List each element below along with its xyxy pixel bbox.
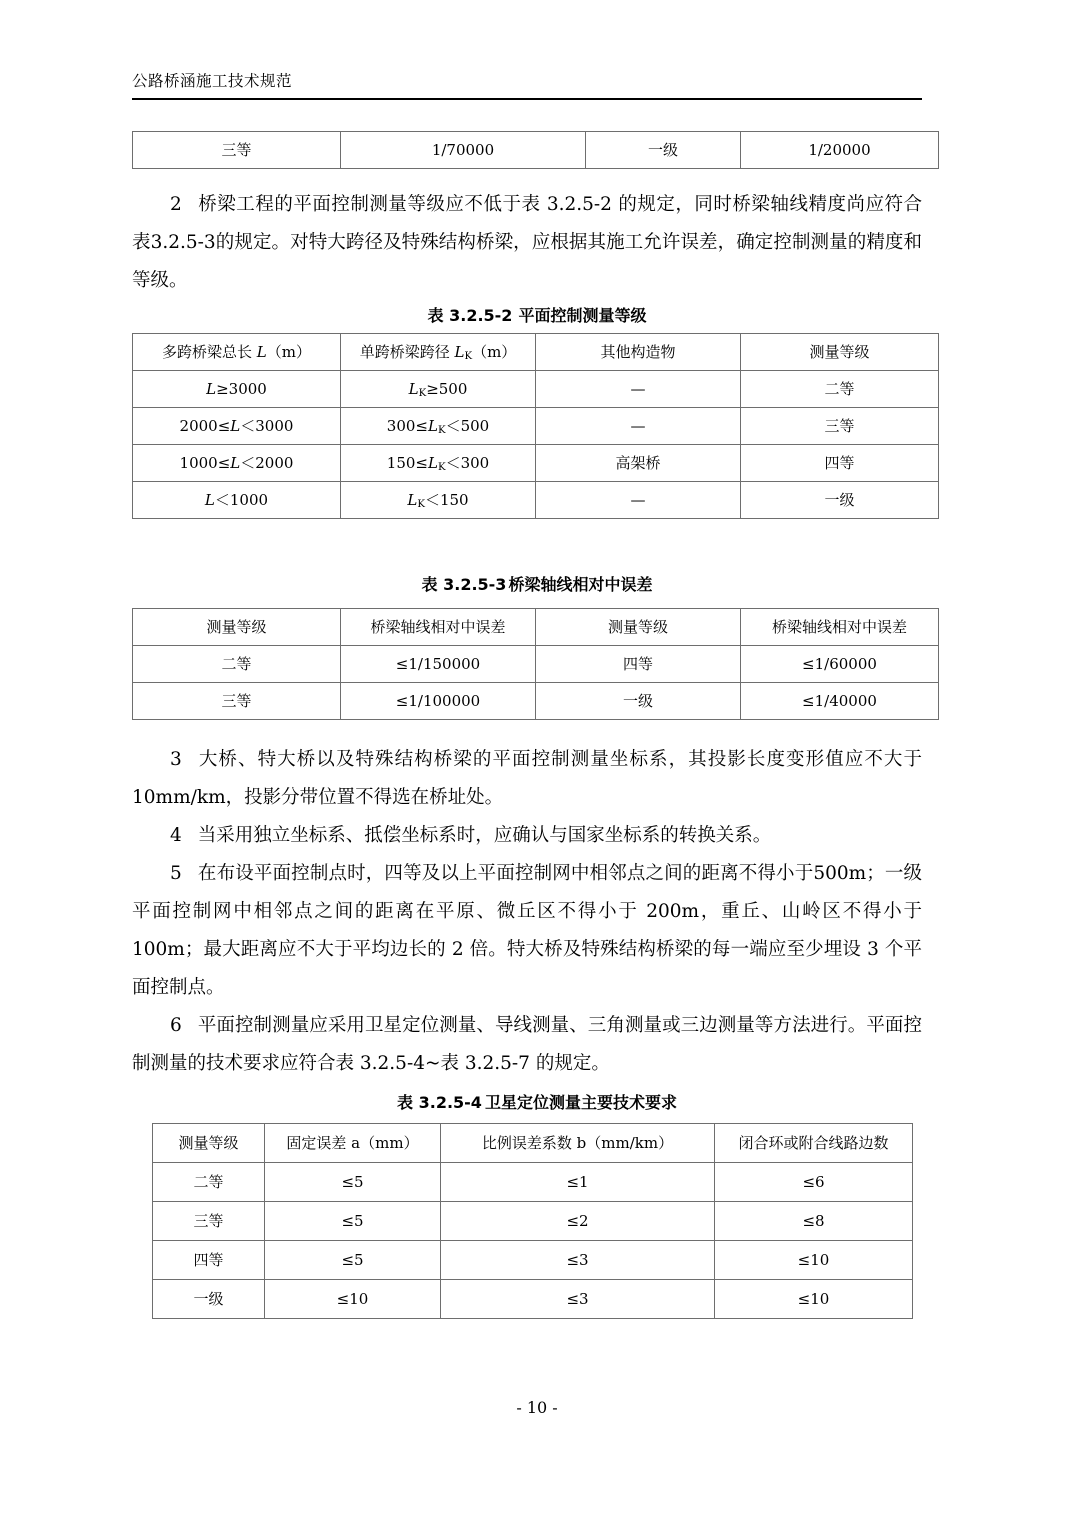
table-cell: 二等 <box>741 371 939 408</box>
table-cell: $300\le L_K<500$ <box>341 408 536 445</box>
table-cell: 四等 <box>536 646 741 683</box>
table-cell: ≤1/60000 <box>741 646 939 683</box>
paragraph-item-3 <box>132 741 922 817</box>
table-row <box>133 132 939 169</box>
table-header-cell: 多跨桥梁总长 L（m） <box>133 334 341 371</box>
caption-title: 卫星定位测量主要技术要求 <box>484 1093 677 1112</box>
table-cell: ≤1 <box>441 1163 715 1202</box>
table-cell: $L_K\ge 500$ <box>341 371 536 408</box>
table-cell: 2000≤L＜3000 <box>133 408 341 445</box>
table-cell: — <box>536 371 741 408</box>
table-cell: 三等 <box>133 132 341 169</box>
paragraph-number: 3 <box>170 749 182 770</box>
table-cell: ≤5 <box>265 1241 441 1280</box>
table-header-row <box>133 609 939 646</box>
table-cell: 高架桥 <box>536 445 741 482</box>
table-cell: $150\le L_K<300$ <box>341 445 536 482</box>
table-header-cell: 桥梁轴线相对中误差 <box>341 609 536 646</box>
table-cell: 一级 <box>741 482 939 519</box>
table-header-cell: 测量等级 <box>133 609 341 646</box>
table-caption-325-2 <box>0 303 1074 326</box>
caption-title: 桥梁轴线相对中误差 <box>508 575 653 594</box>
table-row <box>133 646 939 683</box>
paragraph-text: 在布设平面控制点时，四等及以上平面控制网中相邻点之间的距离不得小于500m；一级平面控制网中相邻点之间的距离在平原、微丘区不得小于 200m，重丘、山岭区不得小于 100m；最大距离应不大于平均边长的 2 倍。特大桥及特殊结构桥梁的每一端应至少埋设 3 个平面控制点。 <box>132 863 922 998</box>
table-cell: ≤3 <box>441 1280 715 1319</box>
table-cell: 一级 <box>153 1280 265 1319</box>
table-row <box>153 1280 913 1319</box>
table-cell: 一级 <box>536 683 741 720</box>
table-row <box>133 482 939 519</box>
table-cell: 三等 <box>153 1202 265 1241</box>
table-row <box>133 371 939 408</box>
paragraph-text: 桥梁工程的平面控制测量等级应不低于表 3.2.5-2 的规定，同时桥梁轴线精度尚应符合表3.2.5-3的规定。对特大跨径及特殊结构桥梁，应根据其施工允许误差，确定控制测量的精度和等级。 <box>132 194 922 291</box>
table-cell: — <box>536 482 741 519</box>
table-caption-325-4 <box>0 1090 1074 1113</box>
table-header-cell: 闭合环或附合线路边数 <box>715 1124 913 1163</box>
page-number-footer: - 10 - <box>516 1398 558 1417</box>
running-header-title: 公路桥涵施工技术规范 <box>132 72 293 90</box>
table-cell: ≤10 <box>715 1280 913 1319</box>
paragraph-item-2 <box>132 186 922 300</box>
table-row <box>133 445 939 482</box>
table-row <box>133 408 939 445</box>
table-cell: ≤1/100000 <box>341 683 536 720</box>
table-row <box>153 1202 913 1241</box>
table-cell: ≤2 <box>441 1202 715 1241</box>
paragraph-text: 大桥、特大桥以及特殊结构桥梁的平面控制测量坐标系，其投影长度变形值应不大于 10mm/km，投影分带位置不得选在桥址处。 <box>132 749 922 808</box>
running-header <box>132 72 922 100</box>
table-cell: ≤1/40000 <box>741 683 939 720</box>
table-cell: 二等 <box>133 646 341 683</box>
paragraph-text: 平面控制测量应采用卫星定位测量、导线测量、三角测量或三边测量等方法进行。平面控制测量的技术要求应符合表 3.2.5-4~表 3.2.5-7 的规定。 <box>132 1015 922 1074</box>
paragraph-number: 4 <box>170 825 182 846</box>
table-header-cell: 桥梁轴线相对中误差 <box>741 609 939 646</box>
table-header-cell: 其他构造物 <box>536 334 741 371</box>
table-header-cell: 测量等级 <box>536 609 741 646</box>
table-cell: 1/70000 <box>341 132 586 169</box>
caption-number: 表 3.2.5-4 <box>397 1093 482 1112</box>
table-325-4 <box>152 1123 913 1319</box>
paragraph-text: 当采用独立坐标系、抵偿坐标系时，应确认与国家坐标系的转换关系。 <box>197 825 772 846</box>
table-cell: 四等 <box>741 445 939 482</box>
table-header-cell: 测量等级 <box>741 334 939 371</box>
table-caption-325-3 <box>0 572 1074 595</box>
table-header-row <box>133 334 939 371</box>
table-continued-from-previous-page <box>132 131 939 169</box>
paragraph-item-6 <box>132 1007 922 1083</box>
table-row <box>133 683 939 720</box>
table-cell: ≤3 <box>441 1241 715 1280</box>
table-cell: ≤10 <box>265 1280 441 1319</box>
table-row <box>153 1163 913 1202</box>
table-cell: 四等 <box>153 1241 265 1280</box>
table-header-row <box>153 1124 913 1163</box>
table-cell: ≤5 <box>265 1163 441 1202</box>
table-cell: 二等 <box>153 1163 265 1202</box>
paragraph-item-5 <box>132 855 922 1007</box>
table-cell: ≤5 <box>265 1202 441 1241</box>
table-cell: ≤8 <box>715 1202 913 1241</box>
table-header-cell: 比例误差系数 b（mm/km） <box>441 1124 715 1163</box>
table-cell: 1000≤L＜2000 <box>133 445 341 482</box>
table-cell: L≥3000 <box>133 371 341 408</box>
table-row <box>153 1241 913 1280</box>
paragraph-number: 5 <box>170 863 182 884</box>
table-header-cell: 测量等级 <box>153 1124 265 1163</box>
table-cell: 1/20000 <box>741 132 939 169</box>
paragraph-number: 6 <box>170 1015 182 1036</box>
table-cell: 三等 <box>133 683 341 720</box>
table-cell: — <box>536 408 741 445</box>
table-header-cell: 固定误差 a（mm） <box>265 1124 441 1163</box>
table-325-2 <box>132 333 939 519</box>
table-cell: L＜1000 <box>133 482 341 519</box>
paragraph-item-4 <box>132 817 922 855</box>
caption-title: 平面控制测量等级 <box>518 306 647 325</box>
header-rule <box>132 98 922 100</box>
caption-number: 表 3.2.5-2 <box>427 306 513 325</box>
paragraph-number: 2 <box>170 194 182 215</box>
caption-number: 表 3.2.5-3 <box>421 575 507 594</box>
table-cell: ≤1/150000 <box>341 646 536 683</box>
table-cell: ≤6 <box>715 1163 913 1202</box>
table-cell: ≤10 <box>715 1241 913 1280</box>
table-cell: $L_K<150$ <box>341 482 536 519</box>
table-cell: 一级 <box>586 132 741 169</box>
table-325-3 <box>132 608 939 720</box>
table-cell: 三等 <box>741 408 939 445</box>
table-header-cell: 单跨桥梁跨径 $L_K(m)$ <box>341 334 536 371</box>
